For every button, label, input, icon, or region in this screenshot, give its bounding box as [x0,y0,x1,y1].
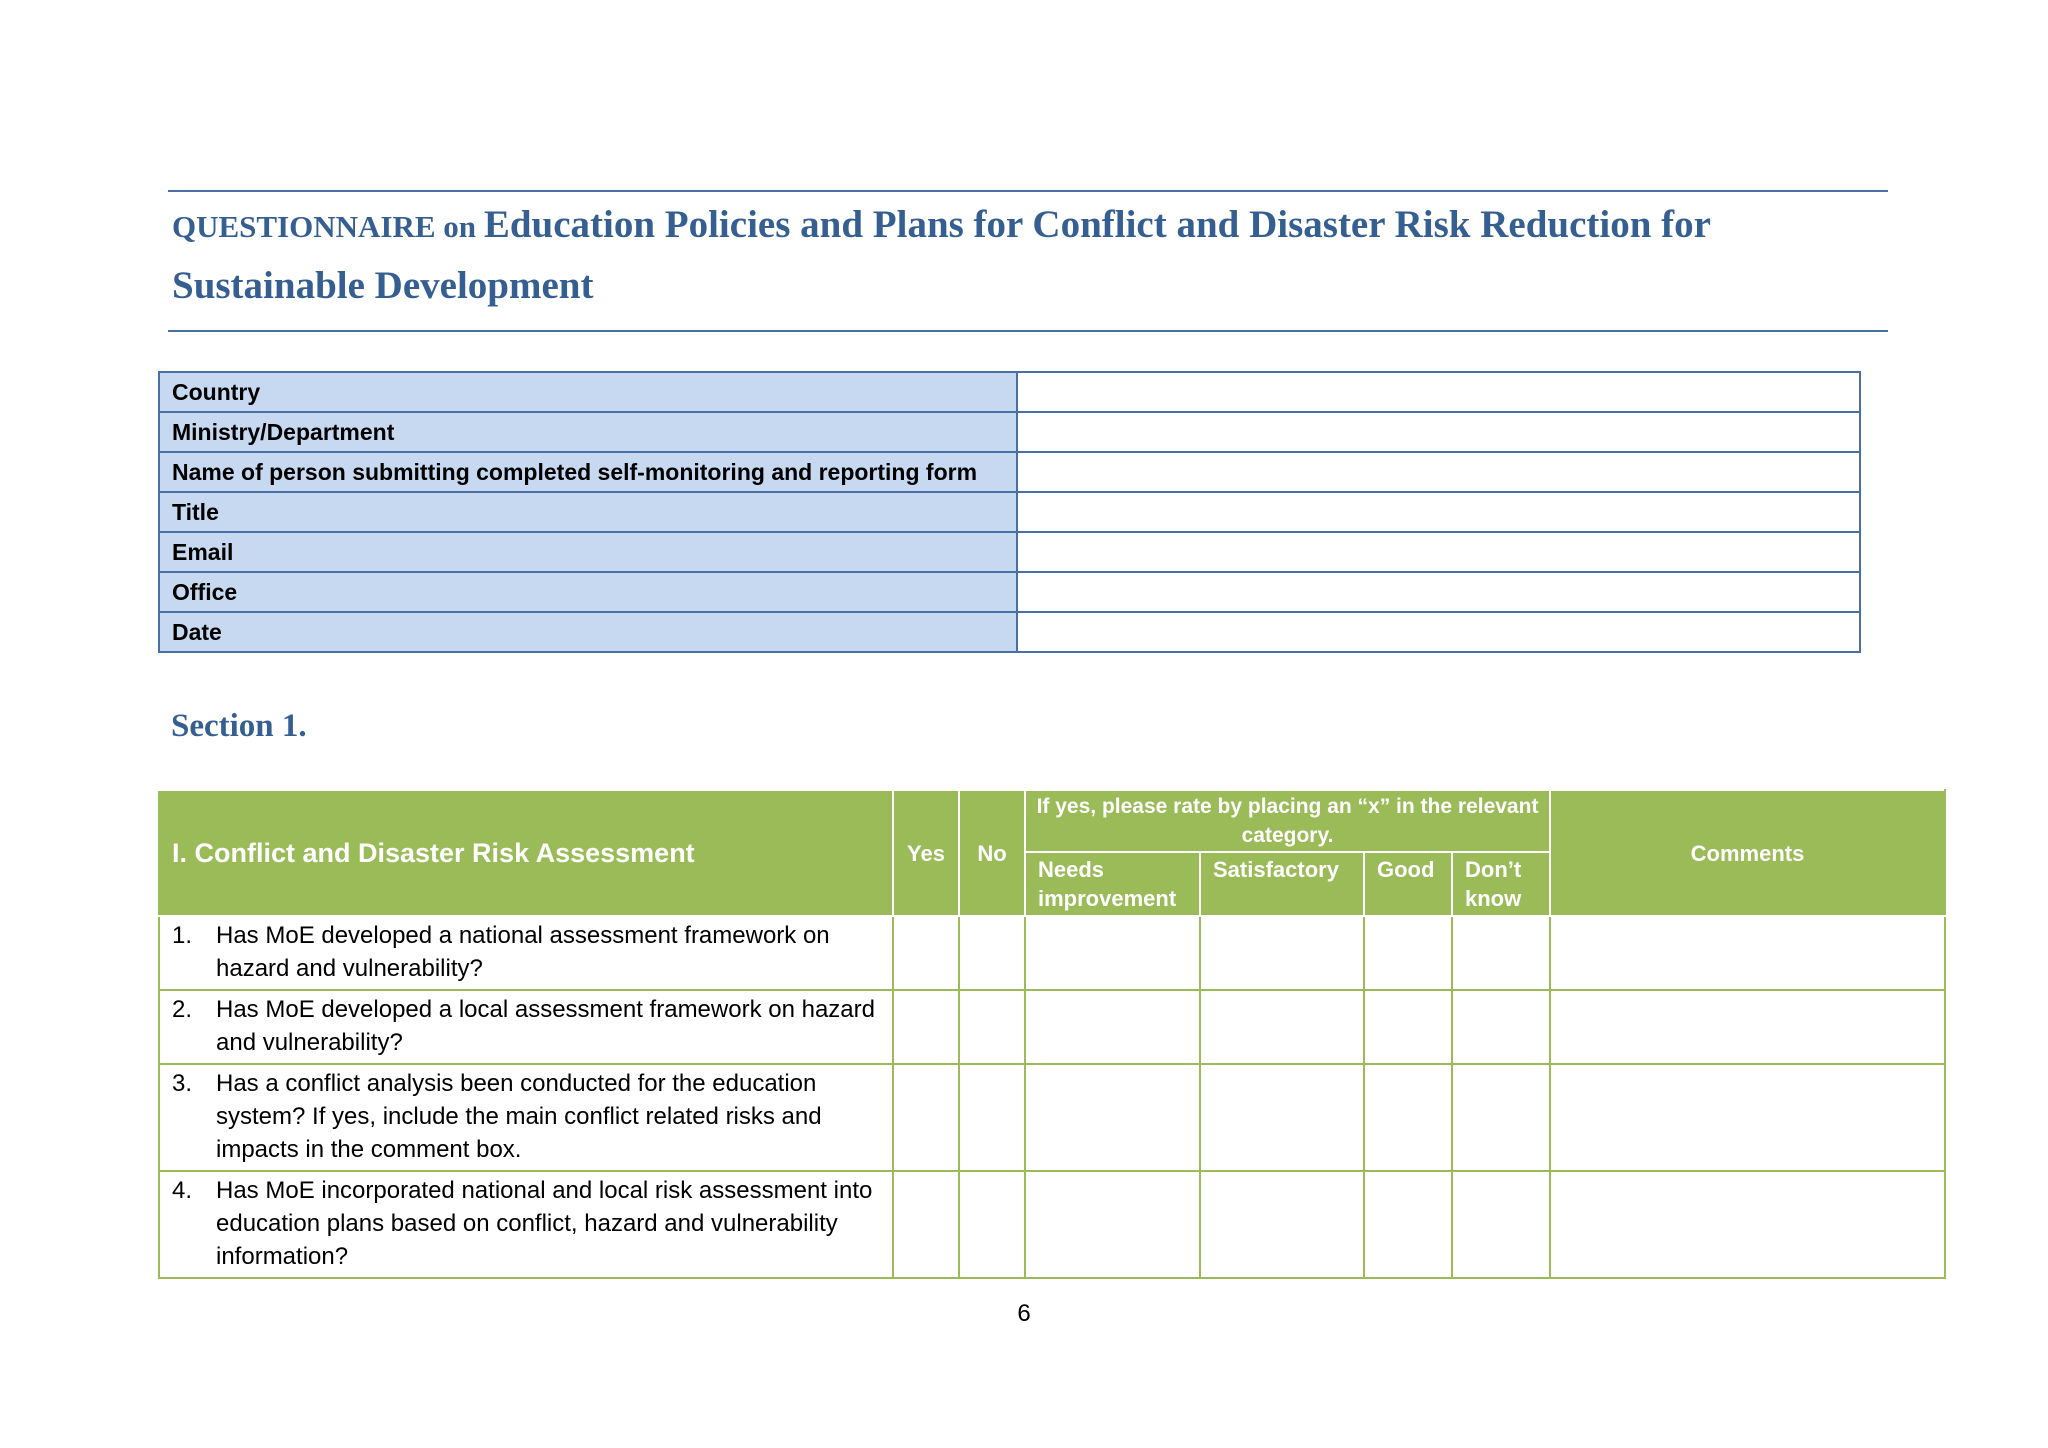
document-title [168,190,1888,332]
title-main: Education Policies and Plans for Conflict and Disaster Risk Reduction for Sustainable Development [172,203,1711,307]
no-cell[interactable] [959,990,1025,1064]
comments-header: Comments [1550,790,1945,916]
dont-know-cell[interactable] [1452,990,1550,1064]
needs-improvement-cell[interactable] [1025,1171,1200,1278]
date-field[interactable] [1017,612,1860,652]
office-field[interactable] [1017,572,1860,612]
yes-header: Yes [893,790,959,916]
rating-needs-improvement-header: Needs improvement [1025,852,1200,916]
no-cell[interactable] [959,1064,1025,1171]
satisfactory-cell[interactable] [1200,1171,1364,1278]
dont-know-cell[interactable] [1452,1171,1550,1278]
comments-cell[interactable] [1550,1171,1945,1278]
question-row [159,1171,1945,1278]
question-row [159,916,1945,990]
section-title: Section 1. [171,708,307,744]
info-row-date [159,612,1860,652]
info-label: Country [159,372,1017,412]
assessment-table [158,789,1946,1279]
rating-good-header: Good [1364,852,1452,916]
info-label: Date [159,612,1017,652]
comments-cell[interactable] [1550,916,1945,990]
email-field[interactable] [1017,532,1860,572]
info-row-ministry [159,412,1860,452]
info-row-office [159,572,1860,612]
respondent-info-table [158,371,1861,653]
country-field[interactable] [1017,372,1860,412]
question-row [159,1064,1945,1171]
rating-satisfactory-header: Satisfactory [1200,852,1364,916]
satisfactory-cell[interactable] [1200,916,1364,990]
question-cell [159,990,893,1064]
comments-cell[interactable] [1550,990,1945,1064]
question-row [159,990,1945,1064]
good-cell[interactable] [1364,916,1452,990]
dont-know-cell[interactable] [1452,1064,1550,1171]
question-text: Has MoE developed a national assessment framework on hazard and vulnerability? [216,922,830,982]
yes-cell[interactable] [893,916,959,990]
dont-know-cell[interactable] [1452,916,1550,990]
yes-cell[interactable] [893,1171,959,1278]
name-field[interactable] [1017,452,1860,492]
info-row-email [159,532,1860,572]
no-header: No [959,790,1025,916]
no-cell[interactable] [959,916,1025,990]
needs-improvement-cell[interactable] [1025,990,1200,1064]
page-number: 6 [1017,1300,1031,1327]
no-cell[interactable] [959,1171,1025,1278]
ministry-field[interactable] [1017,412,1860,452]
info-label: Office [159,572,1017,612]
question-number: 4. [172,1177,193,1204]
info-row-country [159,372,1860,412]
good-cell[interactable] [1364,1064,1452,1171]
title-prefix: QUESTIONNAIRE on [172,209,484,244]
question-cell [159,1064,893,1171]
rating-dont-know-header: Don’t know [1452,852,1550,916]
question-number: 3. [172,1070,193,1097]
info-label: Title [159,492,1017,532]
question-text: Has MoE developed a local assessment framework on hazard and vulnerability? [216,996,875,1056]
satisfactory-cell[interactable] [1200,990,1364,1064]
assessment-table-title: I. Conflict and Disaster Risk Assessment [159,790,893,916]
yes-cell[interactable] [893,990,959,1064]
question-text: Has a conflict analysis been conducted for the education system? If yes, include the main conflict related risks and impacts in the comment box. [216,1070,822,1163]
rating-header: If yes, please rate by placing an “x” in the relevant category. [1025,790,1550,852]
good-cell[interactable] [1364,1171,1452,1278]
needs-improvement-cell[interactable] [1025,1064,1200,1171]
satisfactory-cell[interactable] [1200,1064,1364,1171]
info-label: Ministry/Department [159,412,1017,452]
needs-improvement-cell[interactable] [1025,916,1200,990]
info-row-title [159,492,1860,532]
title-field[interactable] [1017,492,1860,532]
good-cell[interactable] [1364,990,1452,1064]
comments-cell[interactable] [1550,1064,1945,1171]
question-cell [159,1171,893,1278]
question-text: Has MoE incorporated national and local risk assessment into education plans based on conflict, hazard and vulnerability information? [216,1177,873,1270]
info-row-name [159,452,1860,492]
info-label: Name of person submitting completed self-monitoring and reporting form [159,452,1017,492]
question-number: 2. [172,996,193,1023]
question-number: 1. [172,922,193,949]
info-label: Email [159,532,1017,572]
yes-cell[interactable] [893,1064,959,1171]
question-cell [159,916,893,990]
